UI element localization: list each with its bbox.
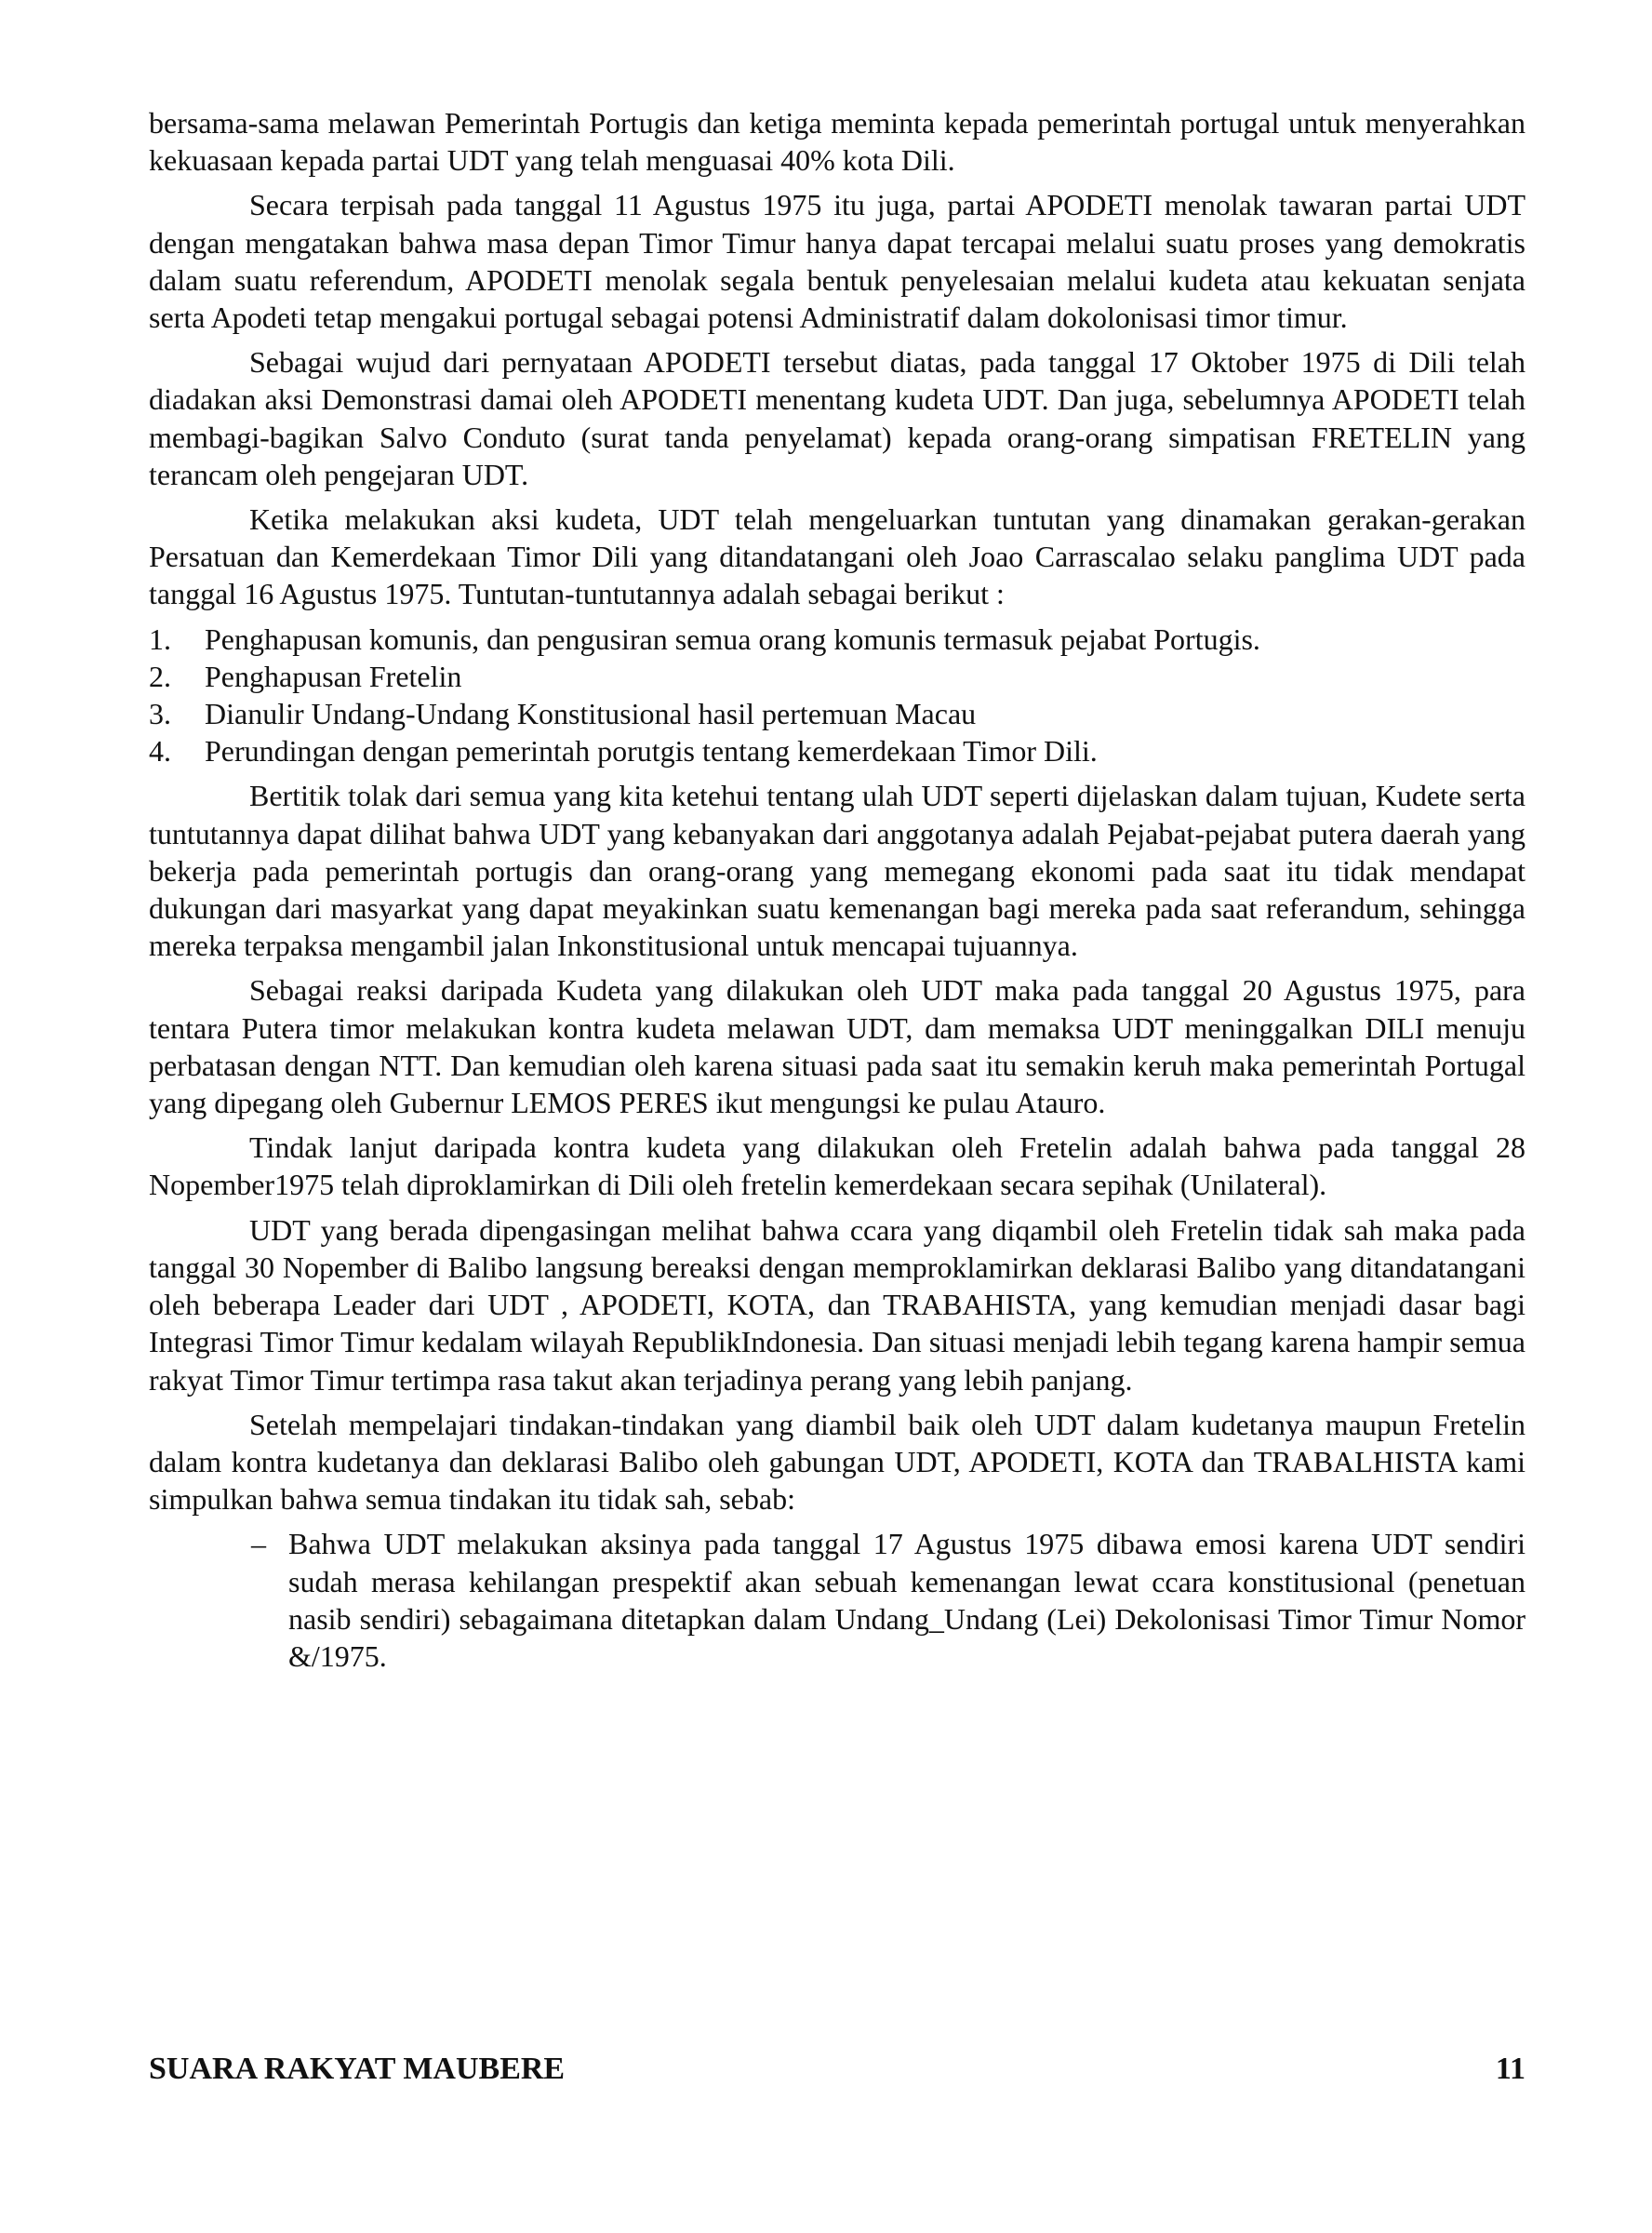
list-item	[149, 695, 1525, 732]
dash-bullet: –	[251, 1527, 266, 1561]
paragraph-conclusion: Setelah mempelajari tindakan-tindakan yang diambil baik oleh UDT dalam kudetanya maupun Fretelin dalam kontra kudetanya dan deklarasi Balibo oleh gabungan UDT, APODETI, KOTA dan TRABALHISTA kami simpulkan bahwa semua tindakan itu tidak sah, sebab:	[149, 1407, 1525, 1517]
list-item	[149, 621, 1525, 658]
paragraph-analysis: Bertitik tolak dari semua yang kita ketehui tentang ulah UDT seperti dijelaskan dalam tujuan, Kudete serta tuntutannya dapat dilihat bahwa UDT yang kebanyakan dari anggotanya adalah Pejabat-pejabat putera daerah yang bekerja pada pemerintah portugis dan orang-orang yang memegang ekonomi pada saat itu tidak mendapat dukungan dari masyarkat yang dapat meyakinkan suatu kemenangan bagi mereka pada saat referandum, sehingga mereka terpaksa mengambil jalan Inkonstitusional untuk mencapai tujuannya.	[149, 779, 1525, 963]
list-text: Perundingan dengan pemerintah porutgis tentang kemerdekaan Timor Dili.	[205, 734, 1098, 769]
list-text: Penghapusan Fretelin	[205, 659, 462, 693]
publication-name: SUARA RAKYAT MAUBERE	[149, 2052, 566, 2086]
list-item	[251, 1525, 1525, 1675]
paragraph-counter-coup: Sebagai reaksi daripada Kudeta yang dilakukan oleh UDT maka pada tanggal 20 Agustus 1975, para tentara Putera timor melakukan kontra kudeta melawan UDT, dam memaksa UDT meninggalkan DILI menuju perbatasan dengan NTT. Dan kemudian oleh karena situasi pada saat itu semakin keruh maka pemerintah Portugal yang dipegang oleh Gubernur LEMOS PERES ikut mengungsi ke pulau Atauro.	[149, 973, 1525, 1120]
demands-list	[149, 621, 1525, 770]
paragraph-apodeti-rejection: Secara terpisah pada tanggal 11 Agustus 1975 itu juga, partai APODETI menolak tawaran partai UDT dengan mengatakan bahwa masa depan Timor Timur hanya dapat tercapai melalui suatu proses yang demokratis dalam suatu referendum, APODETI menolak segala bentuk penyelesaian melalui kudeta atau kekuatan senjata serta Apodeti tetap mengakui portugal sebagai potensi Administratif dalam dokolonisasi timor timur.	[149, 188, 1525, 335]
list-text: Bahwa UDT melakukan aksinya pada tanggal 17 Agustus 1975 dibawa emosi karena UDT sendiri sudah merasa kehilangan prespektif akan sebuah kemenangan lewat ccara konstitusional (penetuan nasib sendiri) sebagaimana ditetapkan dalam Undang_Undang (Lei) Dekolonisasi Timor Timur Nomor &/1975.	[288, 1527, 1525, 1673]
paragraph-apodeti-demonstration: Sebagai wujud dari pernyataan APODETI tersebut diatas, pada tanggal 17 Oktober 1975 di Dili telah diadakan aksi Demonstrasi damai oleh APODETI menentang kudeta UDT. Dan juga, sebelumnya APODETI telah membagi-bagikan Salvo Conduto (surat tanda penyelamat) kepada orang-orang simpatisan FRETELIN yang terancam oleh pengejaran UDT.	[149, 345, 1525, 491]
paragraph-proclamation: Tindak lanjut daripada kontra kudeta yang dilakukan oleh Fretelin adalah bahwa pada tanggal 28 Nopember1975 telah diproklamirkan di Dili oleh fretelin kemerdekaan secara sepihak (Unilateral).	[149, 1130, 1525, 1202]
list-number: 3.	[149, 697, 171, 731]
paragraph-balibo-declaration: UDT yang berada dipengasingan melihat bahwa ccara yang diqambil oleh Fretelin tidak sah maka pada tanggal 30 Nopember di Balibo langsung bereaksi dengan memproklamirkan deklarasi Balibo yang ditandatangani oleh beberapa Leader dari UDT , APODETI, KOTA, dan TRABAHISTA, yang kemudian menjadi dasar bagi Integrasi Timor Timur kedalam wilayah RepublikIndonesia. Dan situasi menjadi lebih tegang karena hampir semua rakyat Timor Timur tertimpa rasa takut akan terjadinya perang yang lebih panjang.	[149, 1212, 1525, 1397]
page-footer	[149, 2052, 1525, 2087]
list-item	[149, 658, 1525, 695]
list-number: 4.	[149, 734, 171, 769]
paragraph-continuation: bersama-sama melawan Pemerintah Portugis dan ketiga meminta kepada pemerintah portugal untuk menyerahkan kekuasaan kepada partai UDT yang telah menguasai 40% kota Dili.	[149, 106, 1525, 178]
reasons-list	[149, 1525, 1525, 1675]
list-number: 1.	[149, 622, 171, 656]
list-item	[149, 732, 1525, 769]
page-number: 11	[1495, 2052, 1525, 2086]
document-body	[149, 104, 1525, 1675]
paragraph-udt-demands-intro: Ketika melakukan aksi kudeta, UDT telah mengeluarkan tuntutan yang dinamakan gerakan-gerakan Persatuan dan Kemerdekaan Timor Dili yang ditandatangani oleh Joao Carrascalao selaku panglima UDT pada tanggal 16 Agustus 1975. Tuntutan-tuntutannya adalah sebagai berikut :	[149, 502, 1525, 611]
list-text: Penghapusan komunis, dan pengusiran semua orang komunis termasuk pejabat Portugis.	[205, 622, 1260, 656]
list-text: Dianulir Undang-Undang Konstitusional hasil pertemuan Macau	[205, 697, 977, 731]
list-number: 2.	[149, 659, 171, 693]
